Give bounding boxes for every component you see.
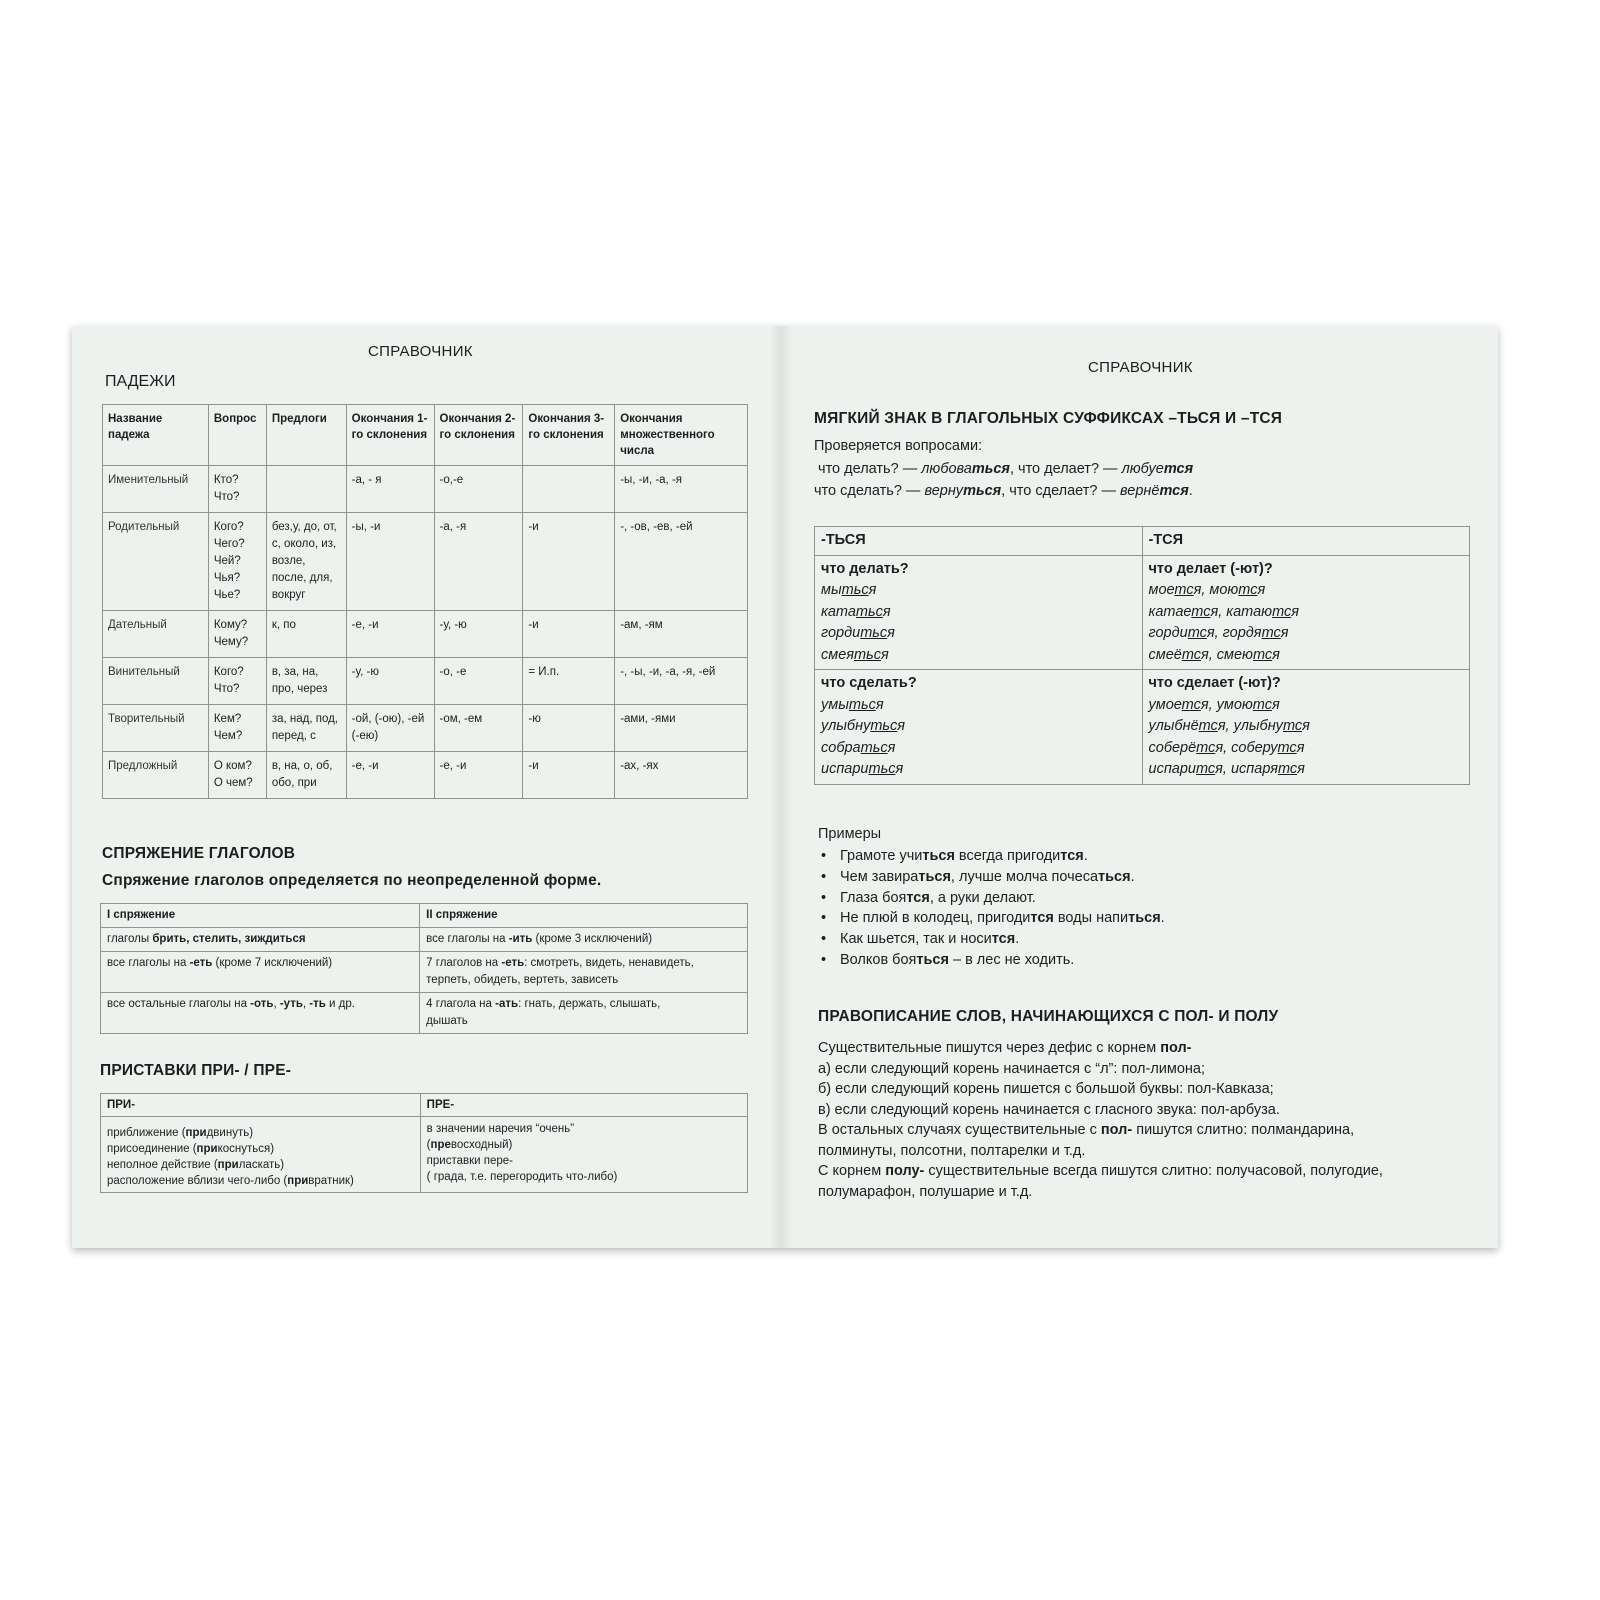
examples-title: Примеры (818, 826, 882, 842)
cell-text: , (302, 998, 310, 1010)
cell-text-bold: при (217, 1159, 239, 1171)
example-word: катается, катаются (1148, 603, 1299, 620)
cell-text: вратник) (308, 1175, 354, 1187)
example-word: умоется, умоются (1148, 696, 1280, 713)
cell-text: : смотреть, видеть, ненавидеть, (524, 957, 694, 969)
case-question: Кем? Чем? (208, 705, 266, 752)
case-ending-3: = И.п. (523, 658, 615, 705)
case-prepositions: к, по (266, 611, 346, 658)
column-header: ПРИ- (101, 1094, 421, 1117)
cell-text: все глаголы на (426, 933, 509, 945)
case-question: О ком? О чем? (208, 752, 266, 799)
case-question: Кому? Чему? (208, 611, 266, 658)
list-item: • Чем завираться, лучше молча почесаться. (818, 867, 1458, 888)
list-item: • Как шьется, так и носится. (818, 929, 1458, 950)
case-name: Творительный (103, 705, 209, 752)
table-cell (1142, 670, 1470, 785)
cell-text: двинуть) (206, 1127, 254, 1139)
column-header: Окончания 2-го склонения (434, 405, 523, 466)
column-header: Окончания 3-го склонения (523, 405, 615, 466)
cell-text-bold: -ить (508, 933, 533, 945)
case-ending-2: -о, -е (434, 658, 523, 705)
cell-text-bold: при (196, 1143, 218, 1155)
cell-line: терпеть, обидеть, вертеть, зависеть (426, 974, 619, 986)
case-ending-plural: -, -ов, -ев, -ей (615, 513, 748, 611)
case-question: Кого? Что? (208, 658, 266, 705)
example-word: моется, моются (1148, 582, 1266, 598)
cell-text-bold: при (287, 1175, 309, 1187)
cell-line: приставки пере- (426, 1155, 514, 1167)
text-line: С корнем полу- существительные всегда пишутся слитно: получасовой, полугодие, (818, 1163, 1383, 1179)
column-header: Окончания множественного числа (615, 405, 748, 466)
table-cell (815, 555, 1143, 670)
left-page (72, 326, 780, 1248)
check-line-1 (814, 459, 1193, 480)
case-prepositions: в, за, на, про, через (266, 658, 346, 705)
case-name: Дательный (103, 611, 209, 658)
table-header-row (815, 527, 1470, 556)
column-header: Предлоги (266, 405, 346, 466)
case-ending-1: -ы, -и (346, 513, 434, 611)
table-row (101, 928, 748, 952)
example-word: испарится, испарятся (1148, 761, 1305, 777)
text: , что делает? — (1009, 461, 1122, 477)
table-row (103, 513, 748, 611)
text-bold: тся (1163, 461, 1194, 477)
case-prepositions: в, на, о, об, обо, при (266, 752, 346, 799)
column-header: ПРЕ- (420, 1094, 747, 1117)
column-header: II спряжение (420, 904, 748, 928)
text-line: а) если следующий корень начинается с “л”: пол-лимона; (818, 1060, 1206, 1077)
table-cell (101, 928, 420, 952)
conjugation-table (100, 903, 748, 1034)
table-cell (420, 952, 748, 993)
table-row (103, 466, 748, 513)
case-name: Винительный (103, 658, 209, 705)
case-ending-3: -и (523, 513, 615, 611)
cell-text: неполное действие ( (107, 1159, 218, 1171)
case-ending-3: -ю (523, 705, 615, 752)
example-word: умыться (821, 696, 884, 713)
case-prepositions: за, над, под, перед, с (266, 705, 346, 752)
cell-text: , (273, 998, 280, 1010)
example-word: соберётся, соберутся (1148, 739, 1305, 756)
case-ending-3: -и (523, 752, 615, 799)
cell-text-bold: брить, стелить, зиждиться (152, 933, 306, 945)
case-prepositions (266, 466, 346, 513)
list-item: • Не плюй в колодец, пригодится воды напиться. (818, 908, 1458, 929)
table-cell (101, 1117, 421, 1193)
cell-text: расположение вблизи чего-либо ( (107, 1175, 288, 1187)
example-word: собраться (821, 739, 896, 756)
cell-line (426, 955, 741, 972)
text-italic: вернё (1120, 483, 1160, 499)
question-label: что делает (-ют)? (1148, 560, 1273, 577)
table-cell (420, 1117, 747, 1193)
table-header-row (101, 1094, 748, 1117)
cell-text-bold: -ать (495, 998, 519, 1010)
check-intro: Проверяется вопросами: (814, 438, 983, 454)
example-word: улыбнётся, улыбнутся (1148, 718, 1310, 734)
cell-text-bold: -еть (501, 957, 525, 969)
table-cell (420, 928, 748, 952)
example-word: гордиться (821, 625, 895, 641)
table-cell (1142, 555, 1470, 670)
cell-text: глаголы (107, 933, 153, 945)
table-row (103, 752, 748, 799)
table-header-row (103, 405, 748, 466)
book-spread (72, 326, 1498, 1248)
cell-text: : гнать, держать, слышать, (518, 998, 661, 1010)
cell-text: восходный) (450, 1139, 513, 1151)
table-row (815, 555, 1470, 670)
table-header-row (101, 904, 748, 928)
case-name: Родительный (103, 513, 209, 611)
cell-line: ( града, т.е. перегородить что-либо) (426, 1171, 618, 1183)
case-ending-3: -и (523, 611, 615, 658)
text-line: Существительные пишутся через дефис с корнем пол- (818, 1040, 1192, 1056)
pol-title: ПРАВОПИСАНИЕ СЛОВ, НАЧИНАЮЩИХСЯ С ПОЛ- И ПОЛУ (818, 1008, 1279, 1025)
cell-text: 4 глагола на (426, 998, 496, 1010)
cell-text: все остальные глаголы на (107, 998, 251, 1010)
case-ending-plural: -ах, -ях (615, 752, 748, 799)
cell-text: присоединение ( (107, 1143, 197, 1155)
question-label: что сделать? (821, 675, 917, 691)
table-cell (101, 952, 420, 993)
column-header: Окончания 1-го склонения (346, 405, 434, 466)
question-label: что сделает (-ют)? (1148, 675, 1281, 691)
case-name: Именительный (103, 466, 209, 513)
case-name: Предложный (103, 752, 209, 799)
case-ending-1: -е, -и (346, 611, 434, 658)
cell-line: дышать (426, 1015, 468, 1027)
table-row (103, 611, 748, 658)
case-ending-plural: -ы, -и, -а, -я (615, 466, 748, 513)
soft-sign-title: МЯГКИЙ ЗНАК В ГЛАГОЛЬНЫХ СУФФИКСАХ –ТЬСЯ И –ТСЯ (814, 410, 1283, 427)
list-item: • Волков бояться – в лес не ходить. (818, 950, 1458, 971)
prefix-title: ПРИСТАВКИ ПРИ- / ПРЕ- (100, 1062, 292, 1079)
table-row (103, 705, 748, 752)
text-italic: любуе (1121, 461, 1164, 477)
cases-table (102, 404, 748, 799)
text-bold: ться (963, 483, 1002, 499)
example-word: мыться (821, 582, 877, 598)
tsya-table (814, 526, 1470, 785)
example-word: кататься (821, 603, 891, 620)
cell-text: ( (426, 1139, 431, 1151)
table-cell (815, 670, 1143, 785)
case-ending-1: -е, -и (346, 752, 434, 799)
text: , что сделает? — (1001, 483, 1121, 499)
cell-text: 7 глаголов на (426, 957, 502, 969)
case-prepositions: без,у, до, от, с, около, из, возле, после, для, вокруг (266, 513, 346, 611)
case-ending-plural: -ам, -ям (615, 611, 748, 658)
cell-text: (кроме 3 исключений) (532, 933, 653, 945)
cell-line (427, 1137, 741, 1153)
cell-text: и др. (325, 998, 355, 1010)
text-italic: верну (924, 483, 964, 499)
text: . (1188, 483, 1193, 499)
text-line: б) если следующий корень пишется с большой буквы: пол-Кавказа; (818, 1081, 1274, 1097)
table-row (103, 658, 748, 705)
examples-list (818, 846, 1458, 971)
prefix-table (100, 1093, 748, 1193)
pol-rules (818, 1038, 1478, 1202)
cell-text-bold: -оть (250, 998, 274, 1010)
conjugation-title: СПРЯЖЕНИЕ ГЛАГОЛОВ (102, 845, 296, 862)
cell-line (107, 1173, 414, 1189)
example-word: смеётся, смеются (1148, 646, 1280, 663)
case-ending-plural: -, -ы, -и, -а, -я, -ей (615, 658, 748, 705)
page-header: СПРАВОЧНИК (1088, 359, 1193, 376)
cell-line: в значении наречия “очень” (426, 1123, 575, 1135)
text-line: полумарафон, полушарие и т.д. (818, 1183, 1033, 1200)
case-ending-2: -а, -я (434, 513, 523, 611)
table-cell (101, 993, 420, 1034)
column-header: Вопрос (208, 405, 266, 466)
cell-text-bold: при (185, 1127, 207, 1139)
column-header: -ТЬСЯ (815, 527, 1143, 556)
table-row (101, 952, 748, 993)
cases-title: ПАДЕЖИ (105, 373, 176, 390)
cell-text-bold: -еть (189, 957, 213, 969)
case-ending-2: -ом, -ем (434, 705, 523, 752)
text: что сделать? — (814, 483, 925, 499)
page-header: СПРАВОЧНИК (368, 343, 473, 360)
cell-text: коснуться) (217, 1143, 275, 1155)
table-cell (420, 993, 748, 1034)
column-header: -ТСЯ (1142, 527, 1470, 556)
column-header: Название падежа (103, 405, 209, 466)
cell-line (107, 1141, 414, 1157)
check-line-2 (814, 481, 1193, 502)
text-line: В остальных случаях существительные с пол- пишутся слитно: полмандарина, (818, 1122, 1355, 1138)
case-ending-2: -е, -и (434, 752, 523, 799)
cell-line (107, 1125, 414, 1141)
cell-text-bold: пре (430, 1139, 451, 1151)
case-ending-2: -о,-е (434, 466, 523, 513)
case-ending-1: -ой, (-ою), -ей (-ею) (346, 705, 434, 752)
text-bold: тся (1159, 483, 1189, 499)
cell-line (426, 996, 741, 1013)
case-ending-plural: -ами, -ями (615, 705, 748, 752)
text: что делать? — (814, 461, 922, 477)
column-header: I спряжение (101, 904, 420, 928)
text-bold: ться (971, 461, 1010, 477)
case-ending-1: -а, - я (346, 466, 434, 513)
table-row (815, 670, 1470, 785)
conjugation-subtitle: Спряжение глаголов определяется по неопределенной форме. (102, 872, 602, 889)
list-item: • Грамоте учиться всегда пригодится. (818, 846, 1458, 867)
case-question: Кого? Чего? Чей? Чья? Чье? (208, 513, 266, 611)
question-label: что делать? (821, 560, 909, 577)
text-line: в) если следующий корень начинается с гласного звука: пол-арбуза. (818, 1101, 1280, 1118)
case-question: Кто? Что? (208, 466, 266, 513)
cell-text: приближение ( (107, 1127, 186, 1139)
text-italic: любова (921, 461, 972, 477)
list-item: • Глаза боятся, а руки делают. (818, 888, 1458, 909)
cell-line (107, 1157, 414, 1173)
cell-text: ласкать) (238, 1159, 285, 1171)
cell-text: (кроме 7 исключений) (212, 957, 333, 969)
example-word: испариться (821, 761, 904, 777)
table-row (101, 1117, 748, 1193)
table-row (101, 993, 748, 1034)
example-word: улыбнуться (821, 718, 906, 734)
case-ending-3 (523, 466, 615, 513)
example-word: смеяться (821, 646, 889, 663)
case-ending-2: -у, -ю (434, 611, 523, 658)
case-ending-1: -у, -ю (346, 658, 434, 705)
cell-text-bold: -уть (279, 998, 303, 1010)
example-word: гордится, гордятся (1148, 625, 1289, 641)
text-line: полминуты, полсотни, полтарелки и т.д. (818, 1142, 1086, 1159)
book-gutter (770, 326, 792, 1248)
cell-text-bold: -ть (309, 998, 326, 1010)
cell-text: все глаголы на (107, 957, 190, 969)
